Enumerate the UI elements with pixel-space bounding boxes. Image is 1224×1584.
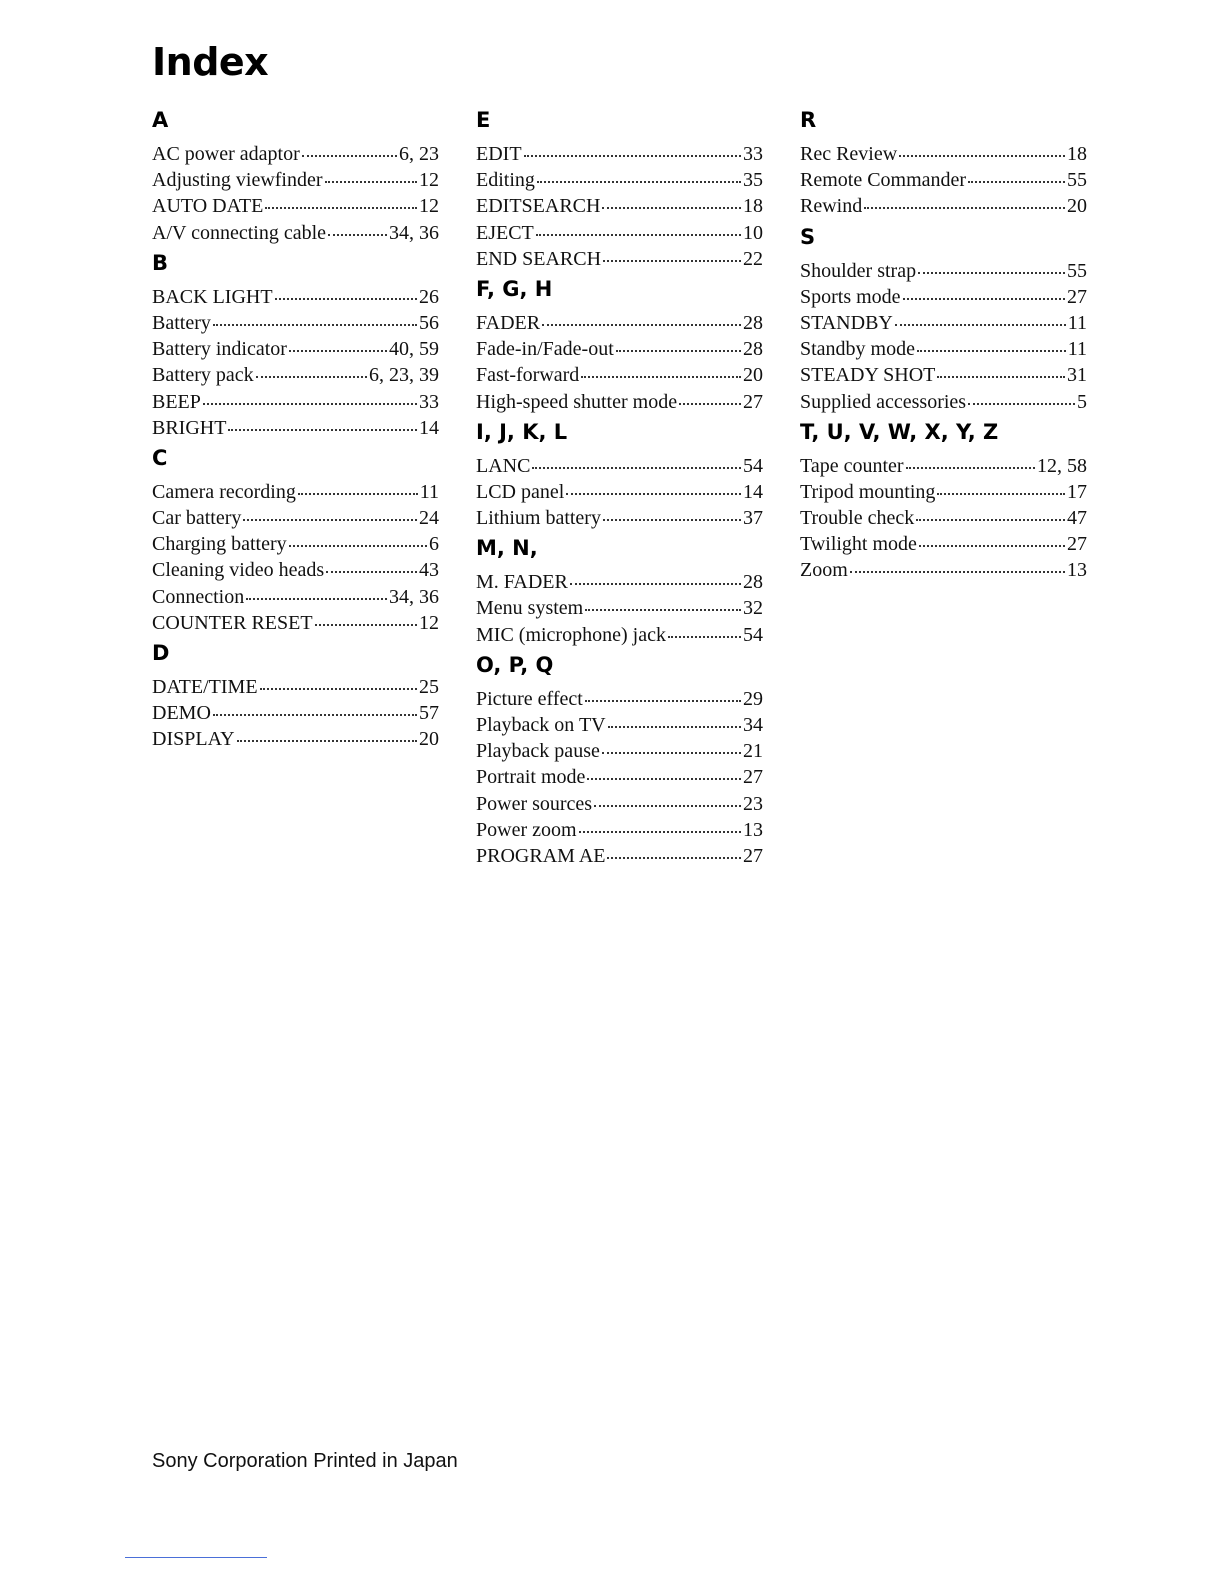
index-entry — [476, 243, 763, 269]
page-numbers: 28 — [743, 311, 763, 334]
page-numbers: 17 — [1067, 480, 1087, 503]
index-term: Trouble check — [800, 507, 915, 530]
dot-leader — [607, 837, 741, 859]
dot-leader — [237, 720, 417, 742]
index-entry — [476, 502, 763, 528]
dot-leader — [298, 473, 418, 495]
index-term: Camera recording — [152, 480, 296, 503]
dot-leader — [542, 304, 741, 326]
index-term: COUNTER RESET — [152, 611, 313, 634]
page-numbers: 37 — [743, 507, 763, 530]
index-entry — [476, 619, 763, 645]
index-term: Charging battery — [152, 533, 287, 556]
page-numbers: 11 — [419, 480, 439, 503]
section-letter-heading: I, J, K, L — [476, 419, 568, 444]
dot-leader — [603, 499, 741, 521]
dot-leader — [532, 447, 741, 469]
index-term: Standby mode — [800, 338, 915, 361]
dot-leader — [917, 330, 1066, 352]
index-term: High-speed shutter mode — [476, 390, 678, 413]
index-term: Rewind — [800, 195, 863, 218]
page-numbers: 21 — [743, 740, 763, 763]
index-term: Cleaning video heads — [152, 559, 325, 582]
page-numbers: 12 — [419, 611, 439, 634]
index-term: Battery pack — [152, 364, 254, 387]
dot-leader — [850, 551, 1065, 573]
dot-leader — [864, 187, 1065, 209]
index-term: Sports mode — [800, 285, 901, 308]
page-numbers: 28 — [743, 338, 763, 361]
page-numbers: 11 — [1067, 311, 1087, 334]
index-term: Supplied accessories — [800, 390, 967, 413]
dot-leader — [536, 214, 741, 236]
page-numbers: 35 — [743, 169, 763, 192]
index-term: BEEP — [152, 390, 201, 413]
dot-leader — [566, 473, 741, 495]
index-entry — [800, 190, 1087, 216]
dot-leader — [585, 680, 741, 702]
page-numbers: 12 — [419, 195, 439, 218]
dot-leader — [260, 668, 417, 690]
page-title: Index — [152, 40, 269, 84]
footer-imprint: Sony Corporation Printed in Japan — [152, 1450, 458, 1472]
index-term: PROGRAM AE — [476, 844, 606, 867]
index-term: A/V connecting cable — [152, 221, 327, 244]
index-term: DISPLAY — [152, 728, 235, 751]
page-numbers: 27 — [743, 390, 763, 413]
page-numbers: 6, 23, 39 — [369, 364, 439, 387]
index-entry — [800, 554, 1087, 580]
dot-leader — [289, 525, 427, 547]
index-term: Remote Commander — [800, 169, 967, 192]
index-term: Editing — [476, 169, 535, 192]
dot-leader — [919, 525, 1065, 547]
index-term: DEMO — [152, 702, 211, 725]
dot-leader — [906, 447, 1035, 469]
page-numbers: 22 — [743, 247, 763, 270]
index-term: Power zoom — [476, 818, 577, 841]
index-term: STEADY SHOT — [800, 364, 936, 387]
index-term: Twilight mode — [800, 533, 917, 556]
page-numbers: 14 — [743, 480, 763, 503]
dot-leader — [899, 135, 1065, 157]
index-section — [476, 108, 763, 269]
index-term: BACK LIGHT — [152, 285, 273, 308]
dot-leader — [581, 356, 741, 378]
section-letter-heading: T, U, V, W, X, Y, Z — [800, 419, 999, 444]
page-numbers: 57 — [419, 702, 439, 725]
page-numbers: 55 — [1067, 169, 1087, 192]
dot-leader — [256, 356, 367, 378]
dot-leader — [594, 785, 741, 807]
dot-leader — [603, 240, 741, 262]
page-numbers: 12 — [419, 169, 439, 192]
index-term: Tape counter — [800, 454, 904, 477]
page-numbers: 20 — [1067, 195, 1087, 218]
section-letter-heading: O, P, Q — [476, 652, 554, 677]
index-section — [800, 108, 1087, 217]
index-section — [476, 536, 763, 645]
dot-leader — [213, 694, 417, 716]
dot-leader — [302, 135, 397, 157]
page-numbers: 32 — [743, 597, 763, 620]
page-numbers: 47 — [1067, 507, 1087, 530]
dot-leader — [968, 161, 1065, 183]
index-entry — [476, 840, 763, 866]
section-letter-heading: R — [800, 108, 817, 132]
dot-leader — [315, 604, 417, 626]
index-entry — [152, 412, 439, 438]
page-numbers: 29 — [743, 687, 763, 710]
index-term: Zoom — [800, 559, 848, 582]
dot-leader — [616, 330, 741, 352]
index-term: Picture effect — [476, 687, 583, 710]
index-term: BRIGHT — [152, 416, 227, 439]
index-term: Battery indicator — [152, 338, 287, 361]
index-term: EJECT — [476, 221, 534, 244]
section-letter-heading: D — [152, 641, 170, 665]
page-numbers: 18 — [1067, 143, 1087, 165]
index-term: Connection — [152, 585, 245, 608]
page-numbers: 14 — [419, 416, 439, 439]
index-term: Lithium battery — [476, 507, 601, 530]
index-term: DATE/TIME — [152, 676, 258, 698]
index-term: Rec Review — [800, 143, 898, 165]
dot-leader — [668, 616, 741, 638]
section-letter-heading: F, G, H — [476, 276, 553, 301]
index-section — [152, 641, 439, 750]
index-term: Car battery — [152, 507, 242, 530]
index-section — [152, 446, 439, 633]
page-numbers: 33 — [419, 390, 439, 413]
index-term: Portrait mode — [476, 766, 586, 789]
index-entry — [152, 217, 439, 243]
dot-leader — [246, 578, 387, 600]
section-letter-heading: E — [476, 108, 491, 132]
page-numbers: 26 — [419, 285, 439, 308]
dot-leader — [968, 383, 1075, 405]
index-term: Menu system — [476, 597, 584, 620]
page-numbers: 11 — [1067, 338, 1087, 361]
index-term: AC power adaptor — [152, 143, 300, 165]
page-numbers: 27 — [1067, 285, 1087, 308]
bottom-divider — [125, 1557, 267, 1558]
page-numbers: 5 — [1077, 390, 1087, 413]
page-numbers: 6, 23 — [399, 143, 439, 165]
dot-leader — [325, 161, 417, 183]
index-term: Playback pause — [476, 740, 600, 763]
dot-leader — [328, 214, 387, 236]
index-section — [800, 420, 1087, 581]
dot-leader — [537, 161, 741, 183]
index-term: END SEARCH — [476, 247, 602, 270]
dot-leader — [937, 356, 1065, 378]
page-numbers: 10 — [743, 221, 763, 244]
dot-leader — [243, 499, 417, 521]
index-entry — [152, 190, 439, 216]
page-numbers: 31 — [1067, 364, 1087, 387]
page-numbers: 56 — [419, 311, 439, 334]
index-term: Fast-forward — [476, 364, 580, 387]
index-term: Shoulder strap — [800, 259, 917, 282]
page-numbers: 13 — [1067, 559, 1087, 582]
index-term: EDIT — [476, 143, 522, 165]
index-term: LCD panel — [476, 480, 565, 503]
dot-leader — [679, 383, 741, 405]
section-letter-heading: M, N, — [476, 536, 538, 561]
page-numbers: 33 — [743, 143, 763, 165]
index-column — [800, 108, 1087, 589]
index-term: Battery — [152, 311, 211, 334]
index-term: EDITSEARCH — [476, 195, 601, 218]
index-section — [800, 225, 1087, 412]
section-letter-heading: A — [152, 108, 169, 132]
index-term: M. FADER — [476, 571, 568, 594]
page-numbers: 13 — [743, 818, 763, 841]
index-term: Fade-in/Fade-out — [476, 338, 614, 361]
dot-leader — [937, 473, 1065, 495]
index-term: Adjusting viewfinder — [152, 169, 323, 192]
section-letter-heading: C — [152, 445, 168, 470]
page-numbers: 25 — [419, 676, 439, 698]
dot-leader — [579, 811, 741, 833]
page-numbers: 54 — [743, 454, 763, 477]
page-numbers: 34 — [743, 714, 763, 736]
index-section — [152, 251, 439, 438]
page-numbers: 24 — [419, 507, 439, 530]
index-term: MIC (microphone) jack — [476, 623, 666, 646]
page-numbers: 23 — [743, 792, 763, 815]
page-numbers: 40, 59 — [389, 338, 439, 361]
dot-leader — [289, 330, 387, 352]
dot-leader — [275, 278, 417, 300]
page-numbers: 12, 58 — [1037, 454, 1087, 477]
dot-leader — [585, 589, 741, 611]
dot-leader — [326, 551, 417, 573]
index-section — [476, 277, 763, 412]
page-numbers: 34, 36 — [389, 585, 439, 608]
index-section — [476, 420, 763, 529]
index-term: Playback on TV — [476, 714, 606, 736]
index-term: Power sources — [476, 792, 593, 815]
index-term: FADER — [476, 311, 541, 334]
index-term: LANC — [476, 454, 531, 477]
dot-leader — [587, 758, 741, 780]
dot-leader — [608, 706, 741, 728]
index-column — [476, 108, 763, 874]
page-numbers: 28 — [743, 571, 763, 594]
page-numbers: 20 — [419, 728, 439, 751]
page-numbers: 20 — [743, 364, 763, 387]
index-column — [152, 108, 439, 758]
index-entry — [800, 386, 1087, 412]
dot-leader — [602, 187, 741, 209]
dot-leader — [570, 563, 741, 585]
page-numbers: 55 — [1067, 259, 1087, 282]
index-term: STANDBY — [800, 311, 893, 334]
index-section — [476, 653, 763, 866]
index-term: AUTO DATE — [152, 195, 264, 218]
page-numbers: 6 — [429, 533, 439, 556]
dot-leader — [602, 732, 741, 754]
page-numbers: 34, 36 — [389, 221, 439, 244]
dot-leader — [916, 499, 1065, 521]
page-numbers: 18 — [743, 195, 763, 218]
index-term: Tripod mounting — [800, 480, 936, 503]
page-numbers: 27 — [743, 844, 763, 867]
page-numbers: 43 — [419, 559, 439, 582]
section-letter-heading: S — [800, 224, 816, 249]
section-letter-heading: B — [152, 250, 169, 275]
dot-leader — [903, 278, 1065, 300]
dot-leader — [228, 409, 417, 431]
page-numbers: 27 — [1067, 533, 1087, 556]
dot-leader — [203, 383, 417, 405]
dot-leader — [895, 304, 1066, 326]
page-numbers: 27 — [743, 766, 763, 789]
index-entry — [476, 386, 763, 412]
index-section — [152, 108, 439, 243]
dot-leader — [918, 252, 1065, 274]
page-numbers: 54 — [743, 623, 763, 646]
index-entry — [152, 607, 439, 633]
dot-leader — [524, 135, 741, 157]
index-entry — [152, 723, 439, 749]
dot-leader — [213, 304, 417, 326]
dot-leader — [265, 187, 417, 209]
